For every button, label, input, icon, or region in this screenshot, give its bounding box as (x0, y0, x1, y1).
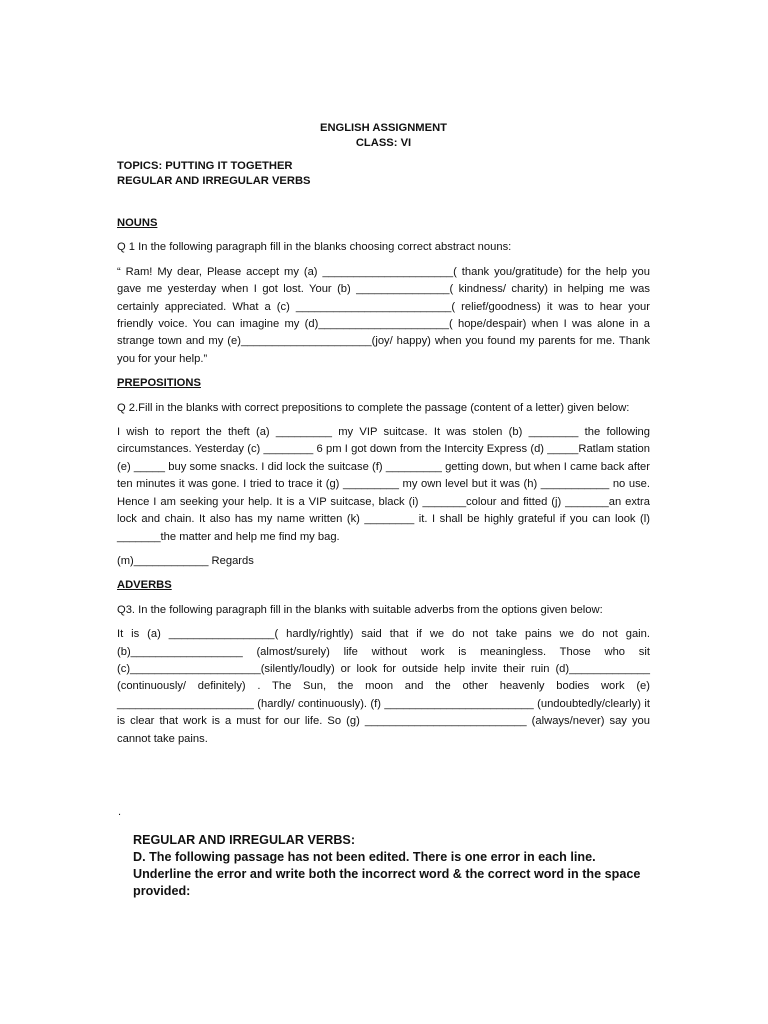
verbs-instruction: D. The following passage has not been edited. There is one error in each line. Underline the error and write both the incorrect word & the correct word in the space provided: (133, 850, 641, 898)
nouns-heading: NOUNS (117, 217, 158, 229)
topics-subline: REGULAR AND IRREGULAR VERBS (117, 175, 311, 187)
prepositions-passage: I wish to report the theft (a) _________ my VIP suitcase. It was stolen (b) ________ the following circumstances. Yesterday (c) ________ 6 pm I got down from the Intercity Express (d) _____Ratlam station (e) _____ buy some snacks. I did lock the suitcase (f) _________ getting down, but when I came back after ten minutes it was gone. I tried to trace it (g) _________ my own level but it was (h) ___________ no use. Hence I am seeking your help. It is a VIP suitcase, black (i) _______colour and fitted (j) _______an extra lock and chain. It also has my name written (k) ________ it. I shall be highly grateful if you can look (l) _______the matter and help me find my bag. (117, 426, 650, 543)
nouns-passage: “ Ram! My dear, Please accept my (a) _____________________( thank you/gratitude) for the help you gave me yesterday when I got lost. Your (b) _______________( kindness/ charity) in helping me was certainly appreciated. What a (c) _________________________( relief/goodness) it was to hear your friendly voice. You can imagine my (d)_____________________( hope/despair) when I was alone in a strange town and my (e)_____________________(joy/ happy) when you found my parents for me. Thank you for your help.” (117, 265, 650, 365)
prepositions-heading: PREPOSITIONS (117, 377, 201, 390)
prepositions-question: Q 2.Fill in the blanks with correct prepositions to complete the passage (content of a letter) given below: (117, 401, 630, 414)
verbs-heading: REGULAR AND IRREGULAR VERBS: (133, 833, 356, 847)
assignment-title: ENGLISH ASSIGNMENT (319, 122, 447, 134)
stray-mark: . (118, 806, 122, 818)
topics-line: TOPICS: PUTTING IT TOGETHER (117, 160, 293, 172)
prepositions-closing: (m)____________ Regards (117, 554, 254, 567)
class-line: CLASS: VI (355, 137, 412, 149)
assignment-page (117, 121, 650, 748)
nouns-question: Q 1 In the following paragraph fill in the blanks choosing correct abstract nouns: (117, 241, 512, 254)
verbs-section (133, 832, 653, 900)
adverbs-heading: ADVERBS (117, 579, 172, 592)
adverbs-passage: It is (a) _________________( hardly/rightly) said that if we do not take pains we do not gain. (b)__________________ (almost/surely) life without work is meaningless. Those who sit (c)_____________________(silently/loudly) or look for outside help invite their ruin (d)_____________ (continuously/ definitely) . The Sun, the moon and the other heavenly bodies work (e) ______________________ (hardly/ continuously). (f) ________________________ (undoubtedly/clearly) it is clear that work is a must for our life. So (g) __________________________ (always/never) say you cannot take pains. (117, 628, 650, 745)
adverbs-question: Q3. In the following paragraph fill in the blanks with suitable adverbs from the options given below: (117, 603, 603, 616)
